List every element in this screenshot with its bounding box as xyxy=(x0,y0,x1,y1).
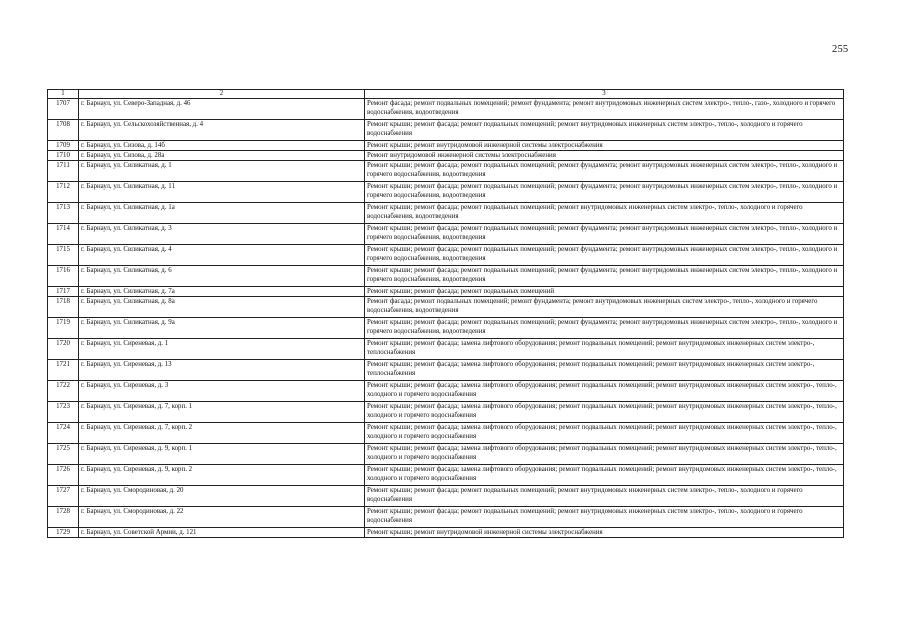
table-header-row xyxy=(48,90,844,99)
works-cell: Ремонт крыши; ремонт внутридомовой инженерной системы электроснабжения xyxy=(365,528,844,538)
works-cell: Ремонт внутридомовой инженерной системы электроснабжения xyxy=(365,151,844,161)
table-row xyxy=(48,318,844,339)
table-row xyxy=(48,99,844,120)
address-cell: г. Барнаул, ул. Сиреневая, д. 9, корп. 2 xyxy=(79,465,365,486)
works-cell: Ремонт крыши; ремонт фасада; замена лифтового оборудования; ремонт подвальных помещений; ремонт внутридомовых инженерных систем электро-, тепло-, холодного и горячего водоснабжения xyxy=(365,381,844,402)
row-number-cell: 1726 xyxy=(48,465,79,486)
address-cell: г. Барнаул, ул. Силикатная, д. 7а xyxy=(79,287,365,297)
works-cell: Ремонт крыши; ремонт фасада; ремонт подвальных помещений; ремонт фундамента; ремонт внутридомовых инженерных систем электро-, тепло-, холодного и горячего водоснабжения, водоотведения xyxy=(365,182,844,203)
works-cell: Ремонт крыши; ремонт фасада; ремонт подвальных помещений; ремонт внутридомовых инженерных систем электро-, тепло-, холодного и горячего водоснабжения xyxy=(365,507,844,528)
row-number-cell: 1717 xyxy=(48,287,79,297)
row-number-cell: 1723 xyxy=(48,402,79,423)
table-row xyxy=(48,151,844,161)
table-row xyxy=(48,528,844,538)
address-cell: г. Барнаул, ул. Силикатная, д. 1а xyxy=(79,203,365,224)
column-header-works: 3 xyxy=(365,90,844,99)
column-header-number: 1 xyxy=(48,90,79,99)
table-row xyxy=(48,339,844,360)
row-number-cell: 1719 xyxy=(48,318,79,339)
address-cell: г. Барнаул, ул. Силикатная, д. 6 xyxy=(79,266,365,287)
works-cell: Ремонт крыши; ремонт фасада; ремонт подвальных помещений xyxy=(365,287,844,297)
row-number-cell: 1711 xyxy=(48,161,79,182)
address-cell: г. Барнаул, ул. Силикатная, д. 4 xyxy=(79,245,365,266)
row-number-cell: 1727 xyxy=(48,486,79,507)
address-cell: г. Барнаул, ул. Силикатная, д. 8а xyxy=(79,297,365,318)
works-cell: Ремонт фасада; ремонт подвальных помещений; ремонт фундамента; ремонт внутридомовых инженерных систем электро-, тепло-, холодного и горячего водоснабжения, водоотведения xyxy=(365,297,844,318)
table-row xyxy=(48,141,844,151)
row-number-cell: 1718 xyxy=(48,297,79,318)
row-number-cell: 1715 xyxy=(48,245,79,266)
address-cell: г. Барнаул, ул. Сиреневая, д. 13 xyxy=(79,360,365,381)
address-cell: г. Барнаул, ул. Смородиновая, д. 22 xyxy=(79,507,365,528)
address-cell: г. Барнаул, ул. Силикатная, д. 11 xyxy=(79,182,365,203)
works-cell: Ремонт крыши; ремонт фасада; замена лифтового оборудования; ремонт подвальных помещений; ремонт внутридомовых инженерных систем электро-, теплоснабжения xyxy=(365,360,844,381)
row-number-cell: 1710 xyxy=(48,151,79,161)
works-cell: Ремонт крыши; ремонт фасада; ремонт подвальных помещений; ремонт фундамента; ремонт внутридомовых инженерных систем электро-, тепло-, холодного и горячего водоснабжения, водоотведения xyxy=(365,318,844,339)
row-number-cell: 1721 xyxy=(48,360,79,381)
table-row xyxy=(48,182,844,203)
document-sheet xyxy=(47,89,843,538)
table-row xyxy=(48,224,844,245)
address-cell: г. Барнаул, ул. Сизова, д. 28а xyxy=(79,151,365,161)
table-row xyxy=(48,381,844,402)
page-number: 255 xyxy=(832,44,849,55)
row-number-cell: 1712 xyxy=(48,182,79,203)
row-number-cell: 1714 xyxy=(48,224,79,245)
row-number-cell: 1713 xyxy=(48,203,79,224)
works-cell: Ремонт крыши; ремонт фасада; ремонт подвальных помещений; ремонт внутридомовых инженерных систем электро-, тепло-, холодного и горячего водоснабжения xyxy=(365,120,844,141)
works-cell: Ремонт крыши; ремонт фасада; ремонт подвальных помещений; ремонт фундамента; ремонт внутридомовых инженерных систем электро-, тепло-, холодного и горячего водоснабжения, водоотведения xyxy=(365,161,844,182)
table-row xyxy=(48,297,844,318)
works-cell: Ремонт фасада; ремонт подвальных помещений; ремонт фундамента; ремонт внутридомовых инженерных систем электро-, тепло-, газо-, холодного и горячего водоснабжения, водоотведения xyxy=(365,99,844,120)
works-cell: Ремонт крыши; ремонт фасада; замена лифтового оборудования; ремонт подвальных помещений; ремонт внутридомовых инженерных систем электро-, тепло-, холодного и горячего водоснабжения xyxy=(365,423,844,444)
row-number-cell: 1707 xyxy=(48,99,79,120)
row-number-cell: 1709 xyxy=(48,141,79,151)
works-cell: Ремонт крыши; ремонт фасада; ремонт подвальных помещений; ремонт внутридомовых инженерных систем электро-, тепло-, холодного и горячего водоснабжения, водоотведения xyxy=(365,203,844,224)
row-number-cell: 1728 xyxy=(48,507,79,528)
address-cell: г. Барнаул, ул. Сиреневая, д. 9, корп. 1 xyxy=(79,444,365,465)
address-cell: г. Барнаул, ул. Силикатная, д. 3 xyxy=(79,224,365,245)
table-row xyxy=(48,161,844,182)
table-row xyxy=(48,486,844,507)
works-cell: Ремонт крыши; ремонт фасада; замена лифтового оборудования; ремонт подвальных помещений; ремонт внутридомовых инженерных систем электро-, теплоснабжения xyxy=(365,339,844,360)
address-cell: г. Барнаул, ул. Северо-Западная, д. 46 xyxy=(79,99,365,120)
address-cell: г. Барнаул, ул. Сизова, д. 14б xyxy=(79,141,365,151)
works-cell: Ремонт крыши; ремонт фасада; ремонт подвальных помещений; ремонт внутридомовых инженерных систем электро-, тепло-, холодного и горячего водоснабжения xyxy=(365,486,844,507)
column-header-address: 2 xyxy=(79,90,365,99)
address-cell: г. Барнаул, ул. Силикатная, д. 1 xyxy=(79,161,365,182)
row-number-cell: 1716 xyxy=(48,266,79,287)
row-number-cell: 1708 xyxy=(48,120,79,141)
table-row xyxy=(48,402,844,423)
works-cell: Ремонт крыши; ремонт фасада; замена лифтового оборудования; ремонт подвальных помещений; ремонт внутридомовых инженерных систем электро-, тепло-, холодного и горячего водоснабжения xyxy=(365,465,844,486)
row-number-cell: 1729 xyxy=(48,528,79,538)
table-row xyxy=(48,203,844,224)
address-cell: г. Барнаул, ул. Смородиновая, д. 20 xyxy=(79,486,365,507)
address-cell: г. Барнаул, ул. Силикатная, д. 9а xyxy=(79,318,365,339)
row-number-cell: 1724 xyxy=(48,423,79,444)
table-row xyxy=(48,465,844,486)
address-cell: г. Барнаул, ул. Сельскохозяйственная, д. 4 xyxy=(79,120,365,141)
table-row xyxy=(48,266,844,287)
address-cell: г. Барнаул, ул. Сиреневая, д. 7, корп. 2 xyxy=(79,423,365,444)
row-number-cell: 1720 xyxy=(48,339,79,360)
works-cell: Ремонт крыши; ремонт фасада; замена лифтового оборудования; ремонт подвальных помещений; ремонт внутридомовых инженерных систем электро-, тепло-, холодного и горячего водоснабжения xyxy=(365,402,844,423)
table-row xyxy=(48,245,844,266)
works-cell: Ремонт крыши; ремонт внутридомовой инженерной системы электроснабжения xyxy=(365,141,844,151)
address-cell: г. Барнаул, ул. Сиреневая, д. 7, корп. 1 xyxy=(79,402,365,423)
table-row xyxy=(48,360,844,381)
works-cell: Ремонт крыши; ремонт фасада; ремонт подвальных помещений; ремонт фундамента; ремонт внутридомовых инженерных систем электро-, тепло-, холодного и горячего водоснабжения, водоотведения xyxy=(365,245,844,266)
repair-registry-table xyxy=(47,89,844,538)
row-number-cell: 1725 xyxy=(48,444,79,465)
row-number-cell: 1722 xyxy=(48,381,79,402)
table-row xyxy=(48,444,844,465)
table-body xyxy=(48,99,844,538)
table-row xyxy=(48,287,844,297)
table-row xyxy=(48,120,844,141)
works-cell: Ремонт крыши; ремонт фасада; ремонт подвальных помещений; ремонт фундамента; ремонт внутридомовых инженерных систем электро-, тепло-, холодного и горячего водоснабжения, водоотведения xyxy=(365,224,844,245)
address-cell: г. Барнаул, ул. Сиреневая, д. 3 xyxy=(79,381,365,402)
works-cell: Ремонт крыши; ремонт фасада; замена лифтового оборудования; ремонт подвальных помещений; ремонт внутридомовых инженерных систем электро-, тепло-, холодного и горячего водоснабжения xyxy=(365,444,844,465)
works-cell: Ремонт крыши; ремонт фасада; ремонт подвальных помещений; ремонт фундамента; ремонт внутридомовых инженерных систем электро-, тепло-, холодного и горячего водоснабжения, водоотведения xyxy=(365,266,844,287)
table-row xyxy=(48,423,844,444)
address-cell: г. Барнаул, ул. Советской Армии, д. 121 xyxy=(79,528,365,538)
address-cell: г. Барнаул, ул. Сиреневая, д. 1 xyxy=(79,339,365,360)
table-row xyxy=(48,507,844,528)
